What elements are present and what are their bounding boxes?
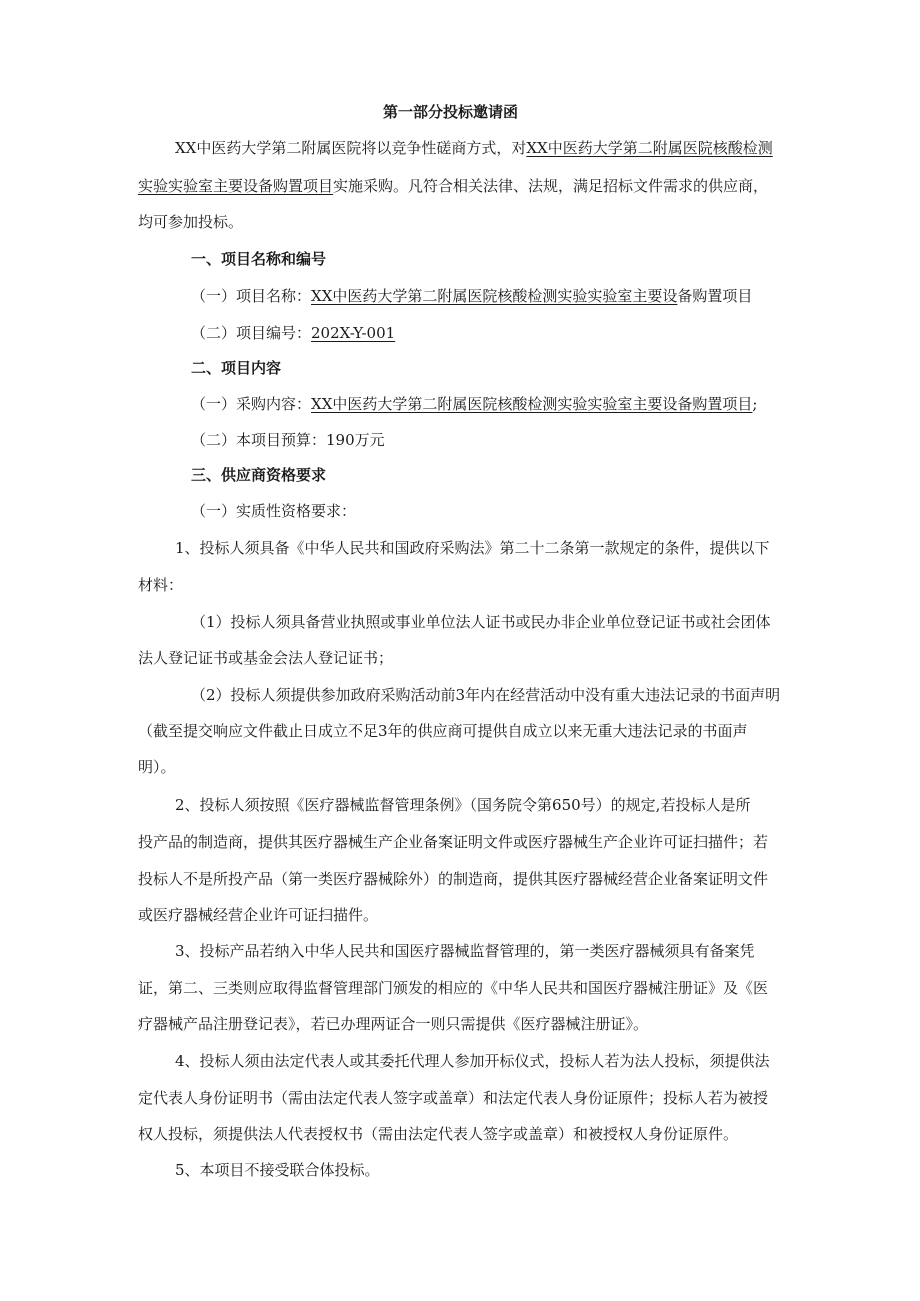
item4-line-2: 定代表人身份证明书（需由法定代表人签字或盖章）和法定代表人身份证原件；投标人若为被授 (138, 1089, 769, 1107)
page-title: 第一部分投标邀请函 (383, 103, 519, 121)
item4-line-3: 权人投标，须提供法人代表授权书（需由法定代表人签字或盖章）和被授权人身份证原件。 (138, 1125, 739, 1143)
purchase-content-line (191, 394, 757, 414)
item4-line-1: 4、投标人须由法定代表人或其委托代理人参加开标仪式，投标人若为法人投标，须提供法 (175, 1052, 770, 1070)
section2-heading: 二、项目内容 (191, 359, 282, 377)
intro-suffix: 实施采购。凡符合相关法律、法规，满足招标文件需求的供应商， (333, 177, 769, 195)
project-code-value: 202X-Y-001 (311, 324, 396, 342)
item1b-line-1: （2）投标人须提供参加政府采购活动前3年内在经营活动中没有重大违法记录的书面声明 (191, 686, 781, 704)
project-name-rest: 备购置项目 (677, 287, 753, 305)
item3-line-2: 证，第二、三类则应取得监督管理部门颁发的相应的《中华人民共和国医疗器械注册证》及《医 (138, 979, 769, 997)
item2-line-1: 2、投标人须按照《医疗器械监督管理条例》（国务院令第650号）的规定,若投标人是所 (175, 796, 751, 814)
project-name-line (191, 286, 752, 306)
intro-line-2 (138, 176, 768, 196)
qualification-subheading: （一）实质性资格要求： (191, 502, 357, 520)
item1-line-1: 1、投标人须具备《中华人民共和国政府采购法》第二十二条第一款规定的条件，提供以下 (175, 539, 770, 557)
section1-heading: 一、项目名称和编号 (191, 250, 327, 268)
item5-line: 5、本项目不接受联合体投标。 (175, 1161, 380, 1179)
project-name-label: （一）项目名称： (191, 287, 312, 305)
item2-line-4: 或医疗器械经营企业许可证扫描件。 (138, 906, 379, 924)
project-name-value: XX中医药大学第二附属医院核酸检测实验实验室主要设 (311, 287, 678, 305)
intro-line-1 (175, 138, 773, 158)
budget-line: （二）本项目预算：190万元 (191, 431, 385, 449)
item2-line-3: 投标人不是所投产品（第一类医疗器械除外）的制造商，提供其医疗器械经营企业备案证明文件 (138, 870, 769, 888)
item1b-line-3: 明）。 (138, 758, 176, 776)
item1a-line-2: 法人登记证书或基金会法人登记证书； (138, 649, 394, 667)
project-code-line (191, 323, 395, 343)
section3-heading: 三、供应商资格要求 (191, 466, 327, 484)
item1a-line-1: （1）投标人须具备营业执照或事业单位法人证书或民办非企业单位登记证书或社会团体 (191, 613, 771, 631)
intro-prefix: XX中医药大学第二附属医院将以竞争性磋商方式，对 (175, 139, 527, 157)
item1-line-2: 材料： (138, 576, 184, 594)
item3-line-1: 3、投标产品若纳入中华人民共和国医疗器械监督管理的，第一类医疗器械须具有备案凭 (175, 942, 755, 960)
intro-line-3: 均可参加投标。 (138, 213, 244, 231)
project-code-label: （二）项目编号： (191, 324, 312, 342)
item1b-line-2: （截至提交响应文件截止日成立不足3年的供应商可提供自成立以来无重大违法记录的书面声 (138, 722, 748, 740)
intro-project-name-part2: 实验实验室主要设备购置项目 (138, 177, 334, 195)
intro-project-name-part1: XX中医药大学第二附属医院核酸检测 (526, 139, 773, 157)
purchase-content-label: （一）采购内容： (191, 395, 312, 413)
item3-line-3: 疗器械产品注册登记表》，若已办理两证合一则只需提供《医疗器械注册证》。 (138, 1015, 649, 1033)
purchase-content-value: XX中医药大学第二附属医院核酸检测实验实验室主要设备购置项目 (311, 395, 753, 413)
purchase-content-end: ; (752, 395, 758, 413)
item2-line-2: 投产品的制造商，提供其医疗器械生产企业备案证明文件或医疗器械生产企业许可证扫描件；若 (138, 833, 769, 851)
